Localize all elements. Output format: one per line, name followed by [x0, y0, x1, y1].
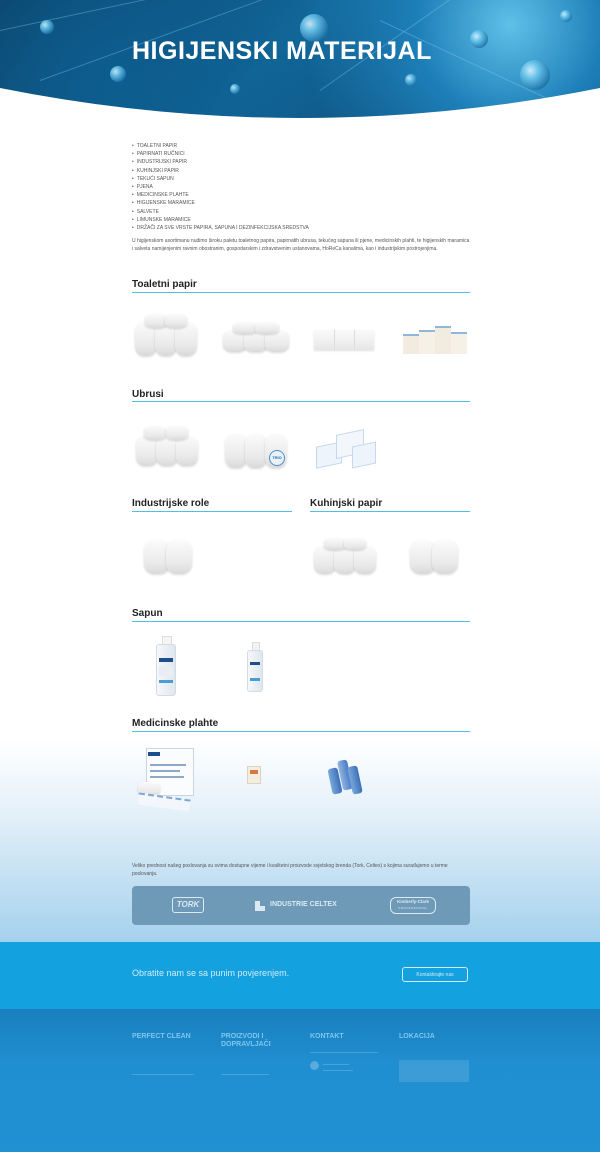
intro-text: U higijenskom asortimanu nudimo široku paletu toaletnog papira, papirnatih ubrusa, tekućeg sapuna ili pjene, medicinskih plahti, te higijenskih maramica i salveta namijenjenim ravnim obostranim, gospodarskim i zdravstvenim ustanovama, HoReCa kanalima, kao i industrijskim postrojenjima. [132, 238, 470, 252]
section-title-towels: Ubrusi [132, 389, 164, 400]
footer-map[interactable] [399, 1060, 469, 1082]
footer-col-products: PROIZVODI I DOPRAVLJAČI [221, 1033, 271, 1048]
category-item[interactable]: • TEKUĆI SAPUN [132, 175, 470, 183]
hero-wave [0, 88, 600, 125]
product-soap-bottle-large[interactable] [154, 636, 178, 696]
hero-banner [0, 0, 600, 125]
trio-badge: TRIO [269, 450, 285, 466]
category-item[interactable]: • KUHINJSKI PAPIR [132, 167, 470, 175]
category-item[interactable]: • PAPIRNATI RUČNICI [132, 150, 470, 158]
section-title-medical: Medicinske plahte [132, 718, 219, 729]
product-toilet-folded[interactable] [314, 326, 376, 352]
category-item[interactable]: • PJENA [132, 183, 470, 191]
section-divider [132, 621, 470, 622]
product-toilet-pack[interactable] [223, 320, 289, 354]
footer-placeholder-line [323, 1070, 353, 1071]
product-medical-roll-blue[interactable] [328, 756, 362, 796]
product-kitchen-roll[interactable] [410, 538, 460, 576]
cta-text: Obratite nam se sa punim povjerenjem. [132, 968, 290, 978]
product-towel-pack-trio[interactable] [225, 424, 287, 470]
category-item[interactable]: • INDUSTRIJSKI PAPIR [132, 158, 470, 166]
brand-logo-celtex[interactable]: INDUSTRIE CELTEX [270, 901, 337, 908]
category-list [132, 142, 470, 232]
section-divider [132, 731, 470, 732]
brand-logos-bar [132, 886, 470, 925]
section-divider [132, 401, 470, 402]
section-title-industrial: Industrijske role [132, 498, 210, 509]
product-medical-sheet-box[interactable] [138, 748, 194, 808]
category-item[interactable]: • LIMUNSKE MARAMICE [132, 216, 470, 224]
section-divider [132, 292, 470, 293]
footer-col-contact: KONTAKT [310, 1033, 344, 1040]
product-toilet-interleaved[interactable] [403, 322, 467, 354]
section-title-kitchen: Kuhinjski papir [310, 498, 383, 509]
product-medical-small-pack[interactable] [247, 764, 261, 784]
product-industrial-roll[interactable] [144, 538, 192, 576]
section-title-soap: Sapun [132, 608, 163, 619]
category-item[interactable]: • DRŽAČI ZA SVE VRSTE PAPIRA, SAPUNA I DEZINFEKCIJSKA SREDSTVA [132, 224, 470, 232]
category-item[interactable]: • TOALETNI PAPIR [132, 142, 470, 150]
brand-logo-kimberly-clark[interactable] [390, 897, 436, 914]
product-towel-rolls[interactable] [136, 424, 198, 468]
footer-col-location: LOKACIJA [399, 1033, 435, 1040]
product-toilet-jumbo[interactable] [135, 312, 199, 358]
product-soap-bottle-small[interactable] [246, 642, 264, 692]
footer-placeholder-line [323, 1064, 349, 1065]
product-towel-folded[interactable] [316, 428, 374, 466]
location-pin-icon [310, 1061, 319, 1070]
brand-logo-tork[interactable]: TORK [172, 897, 204, 913]
category-item[interactable]: • MEDICINSKE PLAHTE [132, 191, 470, 199]
contact-button[interactable]: Kontaktirajte nas [402, 967, 468, 982]
page-title: HIGIJENSKI MATERIJAL [132, 37, 432, 65]
section-divider [132, 511, 292, 512]
celtex-icon [254, 899, 266, 911]
section-title-toilet: Toaletni papir [132, 279, 197, 290]
brand-kc-name: Kimberly-Clark [396, 899, 429, 904]
main-content [132, 142, 470, 258]
cta-band [0, 942, 600, 1009]
category-item[interactable]: • SALVETE [132, 208, 470, 216]
section-divider [310, 511, 470, 512]
footer-col-company: PERFECT CLEAN [132, 1033, 191, 1040]
footer [0, 1009, 600, 1152]
partners-note: Veliko prednost našeg poslovanja su svima dostupne vijeme i kvalitetni proizvode svjetskog brenda (Tork, Celtex) s kojima surađujemo u terme poslovanja. [132, 863, 448, 877]
footer-placeholder-line [221, 1074, 269, 1075]
brand-kc-sub: PROFESSIONAL [398, 906, 428, 910]
product-kitchen-pack[interactable] [314, 536, 376, 576]
footer-placeholder-line [132, 1074, 194, 1075]
category-item[interactable]: • HIGIJENSKE MARAMICE [132, 199, 470, 207]
footer-divider [310, 1052, 378, 1053]
